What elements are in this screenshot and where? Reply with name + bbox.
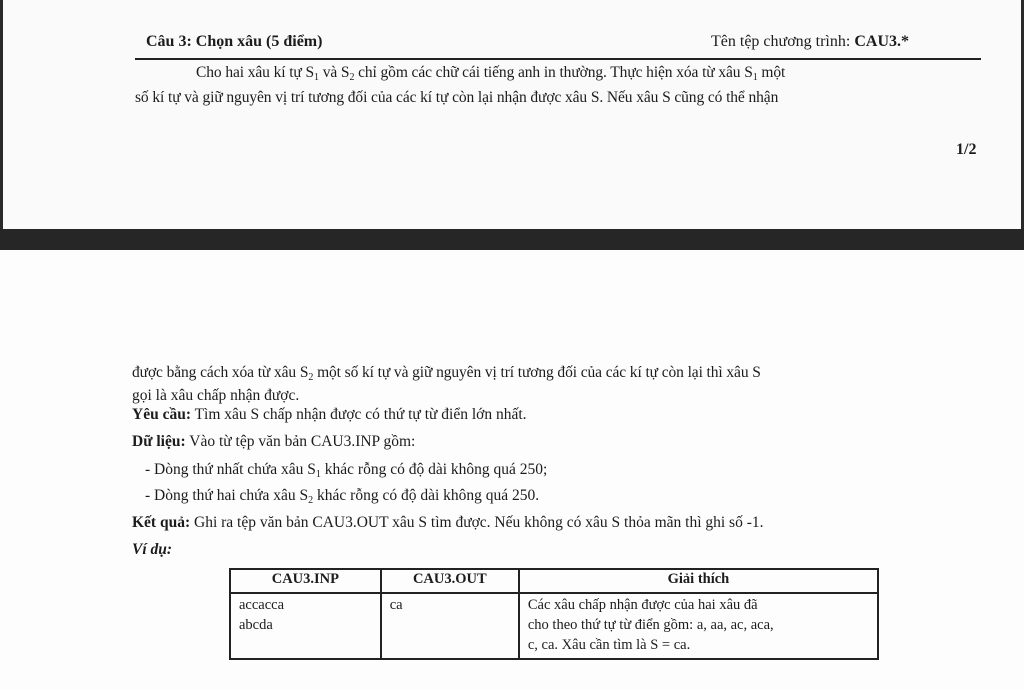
header-output: CAU3.OUT — [381, 569, 519, 593]
output-description: Kết quả: Ghi ra tệp văn bản CAU3.OUT xâu S tìm được. Nếu không có xâu S thỏa mãn thì ghi số -1. — [132, 514, 764, 531]
page-number: 1/2 — [956, 141, 977, 158]
program-filename — [711, 33, 909, 51]
cell-explanation: Các xâu chấp nhận được của hai xâu đã cho theo thứ tự từ điển gồm: a, aa, ac, aca, c, ca. Xâu cần tìm là S = ca. — [519, 593, 878, 659]
table-row — [230, 593, 878, 659]
input-line-2: - Dòng thứ hai chứa xâu $S_2$ khác rỗng có độ dài không quá 250. — [145, 487, 540, 506]
intro-line-2: số kí tự và giữ nguyên vị trí tương đối của các kí tự còn lại nhận được xâu S. Nếu xâu S cũng có thể nhận — [135, 89, 779, 106]
requirement: Yêu cầu: Tìm xâu S chấp nhận được có thứ tự từ điển lớn nhất. — [132, 406, 527, 423]
filename-value: CAU3.* — [854, 33, 909, 50]
example-table — [229, 568, 879, 660]
input-description: Dữ liệu: Vào từ tệp văn bản CAU3.INP gồm: — [132, 433, 416, 450]
cell-input: accacca abcda — [230, 593, 381, 659]
table-header-row — [230, 569, 878, 593]
input-line-1: - Dòng thứ nhất chứa xâu $S_1$ khác rỗng có độ dài không quá 250; — [145, 461, 548, 480]
header-input: CAU3.INP — [230, 569, 381, 593]
filename-label: Tên tệp chương trình: — [711, 33, 851, 50]
continuation-line-1: được bằng cách xóa từ xâu $S_2$ một số kí tự và giữ nguyên vị trí tương đối của các kí tự còn lại thì xâu S — [132, 364, 761, 383]
continuation-line-2: gọi là xâu chấp nhận được. — [132, 387, 300, 404]
question-title: Câu 3: Chọn xâu (5 điểm) — [146, 33, 323, 50]
page-separator — [0, 229, 1024, 250]
header-explanation: Giải thích — [519, 569, 878, 593]
page-1 — [0, 0, 1024, 229]
intro-line-1: Cho hai xâu kí tự $S_1$ và $S_2$ chỉ gồm các chữ cái tiếng anh in thường. Thực hiện xóa từ xâu $S_1$ một — [196, 64, 786, 83]
example-label: Ví dụ: — [132, 541, 173, 558]
page-2 — [0, 250, 1024, 689]
cell-output: ca — [381, 593, 519, 659]
header-rule — [135, 58, 981, 60]
